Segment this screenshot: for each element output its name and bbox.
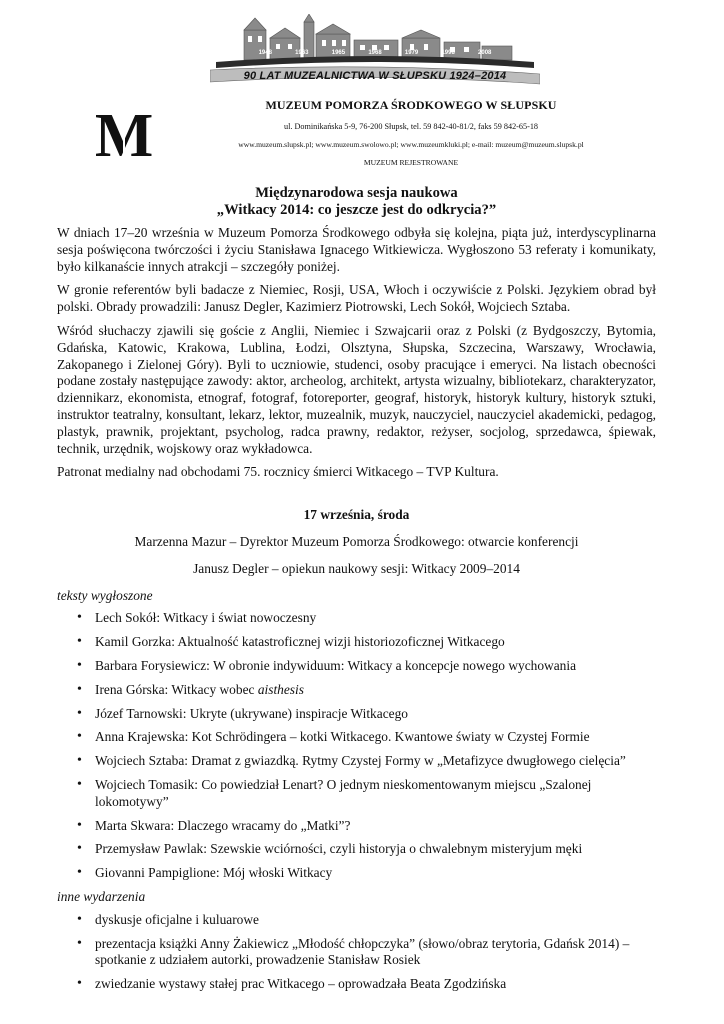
- museum-name: MUZEUM POMORZA ŚRODKOWEGO W SŁUPSKU: [265, 98, 557, 112]
- banner-year: 1968: [368, 50, 382, 56]
- list-item: • Marta Skwara: Dlaczego wracamy do „Matki”?: [57, 818, 656, 835]
- title-line-2: „Witkacy 2014: co jeszcze jest do odkrycia?”: [216, 202, 497, 218]
- talks-list: [57, 610, 656, 882]
- paragraph: W gronie referentów byli badacze z Niemiec, Rosji, USA, Włoch i oczywiście z Polski. Językiem obrad był polski. Obrady prowadzili: Janusz Degler, Kazimierz Piotrowski, Lech Sokół, Wojciech Sztaba.: [57, 282, 656, 315]
- banner-year: 1924: [222, 50, 236, 56]
- list-item: • dyskusje oficjalne i kuluarowe: [57, 912, 656, 929]
- italic-term: aisthesis: [257, 681, 304, 697]
- banner-year: 2014: [514, 50, 528, 56]
- museum-logo-graphic: [96, 102, 152, 162]
- section-heading-talks: teksty wygłoszone: [57, 587, 153, 603]
- title-line-1: Międzynarodowa sesja naukowa: [255, 185, 458, 201]
- list-item: • Lech Sokół: Witkacy i świat nowoczesny: [57, 610, 656, 627]
- banner-year: 1965: [331, 50, 346, 56]
- museum-logo-letter: M: [96, 102, 152, 162]
- banner-year: 1948: [258, 50, 272, 56]
- list-item: • Giovanni Pampiglione: Mój włoski Witkacy: [57, 865, 656, 882]
- list-item: • Barbara Forysiewicz: W obronie indywiduum: Witkacy a koncepcje nowego wychowania: [57, 658, 656, 675]
- banner-year: 1998: [441, 50, 455, 56]
- list-item: • Józef Tarnowski: Ukryte (ukrywane) inspiracje Witkacego: [57, 706, 656, 723]
- list-item-text: Irena Górska: Witkacy wobec: [95, 681, 258, 697]
- list-item: • zwiedzanie wystawy stałej prac Witkacego – oprowadzała Beata Zgodzińska: [57, 976, 656, 993]
- document-body: [57, 185, 656, 1000]
- museum-address: ul. Dominikańska 5-9, 76-200 Słupsk, tel. 59 842-40-81/2, faks 59 842-65-18: [283, 122, 539, 131]
- list-item: • Anna Krajewska: Kot Schrödingera – kotki Witkacego. Kwantowe światy w Czystej Formie: [57, 729, 656, 746]
- letterhead: [96, 96, 666, 170]
- list-item: • Przemysław Pawlak: Szewskie wciórności, czyli historyja o chwalebnym misteryjum męki: [57, 841, 656, 858]
- banner-year: 2008: [478, 50, 492, 56]
- banner-years: [222, 50, 528, 56]
- museum-websites: www.muzeum.slupsk.pl; www.muzeum.swolowo.pl; www.muzeumkluki.pl; e-mail: muzeum@muzeum.slupsk.pl: [238, 140, 584, 149]
- museum-registered: MUZEUM REJESTROWANE: [363, 158, 459, 167]
- list-item: • Kamil Gorzka: Aktualność katastroficznej wizji historiozoficznej Witkacego: [57, 634, 656, 651]
- list-item: • prezentacja książki Anny Żakiewicz „Młodość chłopczyka” (słowo/obraz terytoria, Gdańsk 2014) – spotkanie z udziałem autorki, prowadzenie Stanisław Rosiek: [57, 936, 656, 970]
- day-heading: 17 września, środa: [303, 507, 410, 523]
- list-item: • Wojciech Tomasik: Co powiedział Lenart? O jednym nieskomentowanym miejscu „Szalonej lokomotywy”: [57, 777, 656, 811]
- events-list: [57, 912, 656, 993]
- paragraph: W dniach 17–20 września w Muzeum Pomorza Środkowego odbyła się kolejna, piąta już, interdyscyplinarna sesja poświęcona twórczości i życiu Stanisława Ignacego Witkiewicza. Wygłoszono 53 referaty i komunikaty, było kilkanaście innych atrakcji – szczegóły poniżej.: [57, 225, 656, 274]
- museum-logo: [96, 102, 152, 162]
- opening-line: Marzenna Mazur – Dyrektor Muzeum Pomorza Środkowego: otwarcie konferencji: [134, 533, 579, 549]
- banner-caption: 90 LAT MUZEALNICTWA W SŁUPSKU 1924–2014: [243, 70, 507, 82]
- list-item: • Wojciech Sztaba: Dramat z gwiazdką. Rytmy Czystej Formy w „Metafizyce dwugłowego cielęcia”: [57, 753, 656, 770]
- paragraph: Wśród słuchaczy zjawili się goście z Anglii, Niemiec i Szwajcarii oraz z Polski (z Bydgoszczy, Bytomia, Gdańska, Katowic, Krakowa, Lublina, Łodzi, Olsztyna, Słupska, Szczecina, Warszawy, Wrocławia, Zakopanego i Zielonej Góry). Byli to uczniowie, studenci, osoby pracujące i emeryci. Na listach obecności podane zostały następujące zawody: aktor, archeolog, architekt, artysta wizualny, bibliotekarz, charakteryzator, dziennikarz, ekonomista, etnograf, fotograf, fotoreporter, geograf, historyk, historyk kultury, historyk sztuki, instruktor teatralny, konsultant, lekarz, lektor, muzealnik, muzyk, nauczyciel, nauczyciel akademicki, pedagog, plastyk, prawnik, projektant, psycholog, radca prawny, redaktor, reżyser, socjolog, sprzedawca, śpiewak, technik, urzędnik, wojskowy oraz wykładowca.: [57, 322, 656, 456]
- document-title: [57, 185, 656, 219]
- banner-year: 1979: [404, 50, 419, 56]
- section-heading-events: inne wydarzenia: [57, 888, 146, 904]
- opening-line: Janusz Degler – opiekun naukowy sesji: Witkacy 2009–2014: [193, 560, 520, 576]
- banner-year: 1963: [295, 50, 309, 56]
- paragraph: Patronat medialny nad obchodami 75. rocznicy śmierci Witkacego – TVP Kultura.: [57, 464, 499, 480]
- list-item: [57, 682, 656, 699]
